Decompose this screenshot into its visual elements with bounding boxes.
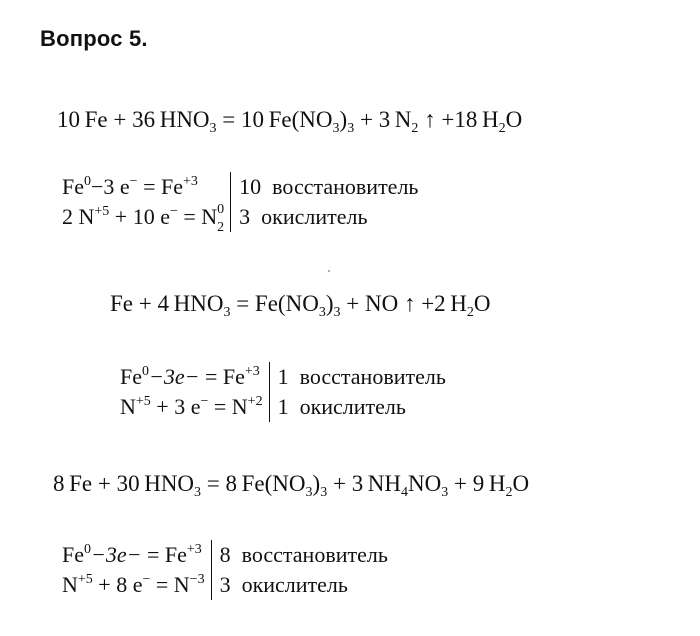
page-title: Вопрос 5. [40,26,148,51]
coef-role-2: 3 окислитель [219,572,348,597]
half-reactions-1 [62,172,419,235]
coef-role-1: 8 восстановитель [219,542,388,567]
half-reaction-reduction: $N^{+5} + 8$ $e^- = N^{-3}$ [62,572,205,597]
scan-speck [328,270,330,272]
half-reaction-oxidation: $Fe^0-3e- = Fe^{+3}$ [62,542,202,567]
half-reaction-reduction: $N^{+5} + 3$ $e^- = N^{+2}$ [120,394,263,419]
coef-role-2: 1 окислитель [277,394,406,419]
equation-2: Fe + 4 $HNO_3 = Fe(NO_3)_3$ + NO ↑ +2 $H_2O$ [110,291,491,320]
half-reactions-2 [120,362,446,422]
equation-3: 8 Fe + 30 $HNO_3 = 8$ $Fe(NO_3)_3 + 3$ $NH_4NO_3 + 9$ $H_2O$ [53,471,530,500]
half-reactions-3 [62,540,388,600]
equation-1: 10 Fe + 36 $HNO_3 = 10$ $Fe(NO_3)_3 + 3$ $N_2$ ↑ +18 $H_2O$ [57,107,523,136]
coef-role-1: 10 восстановитель [239,174,419,199]
coef-role-2: 3 окислитель [239,204,368,229]
half-reaction-oxidation: $Fe^0-3$ $e^- = Fe^{+3}$ [62,174,198,199]
half-reaction-oxidation: $Fe^0-3e- = Fe^{+3}$ [120,364,260,389]
half-reaction-reduction: 2 $N^{+5} + 10$ e− = N 0 2 [62,201,225,235]
coef-role-1: 1 восстановитель [277,364,446,389]
